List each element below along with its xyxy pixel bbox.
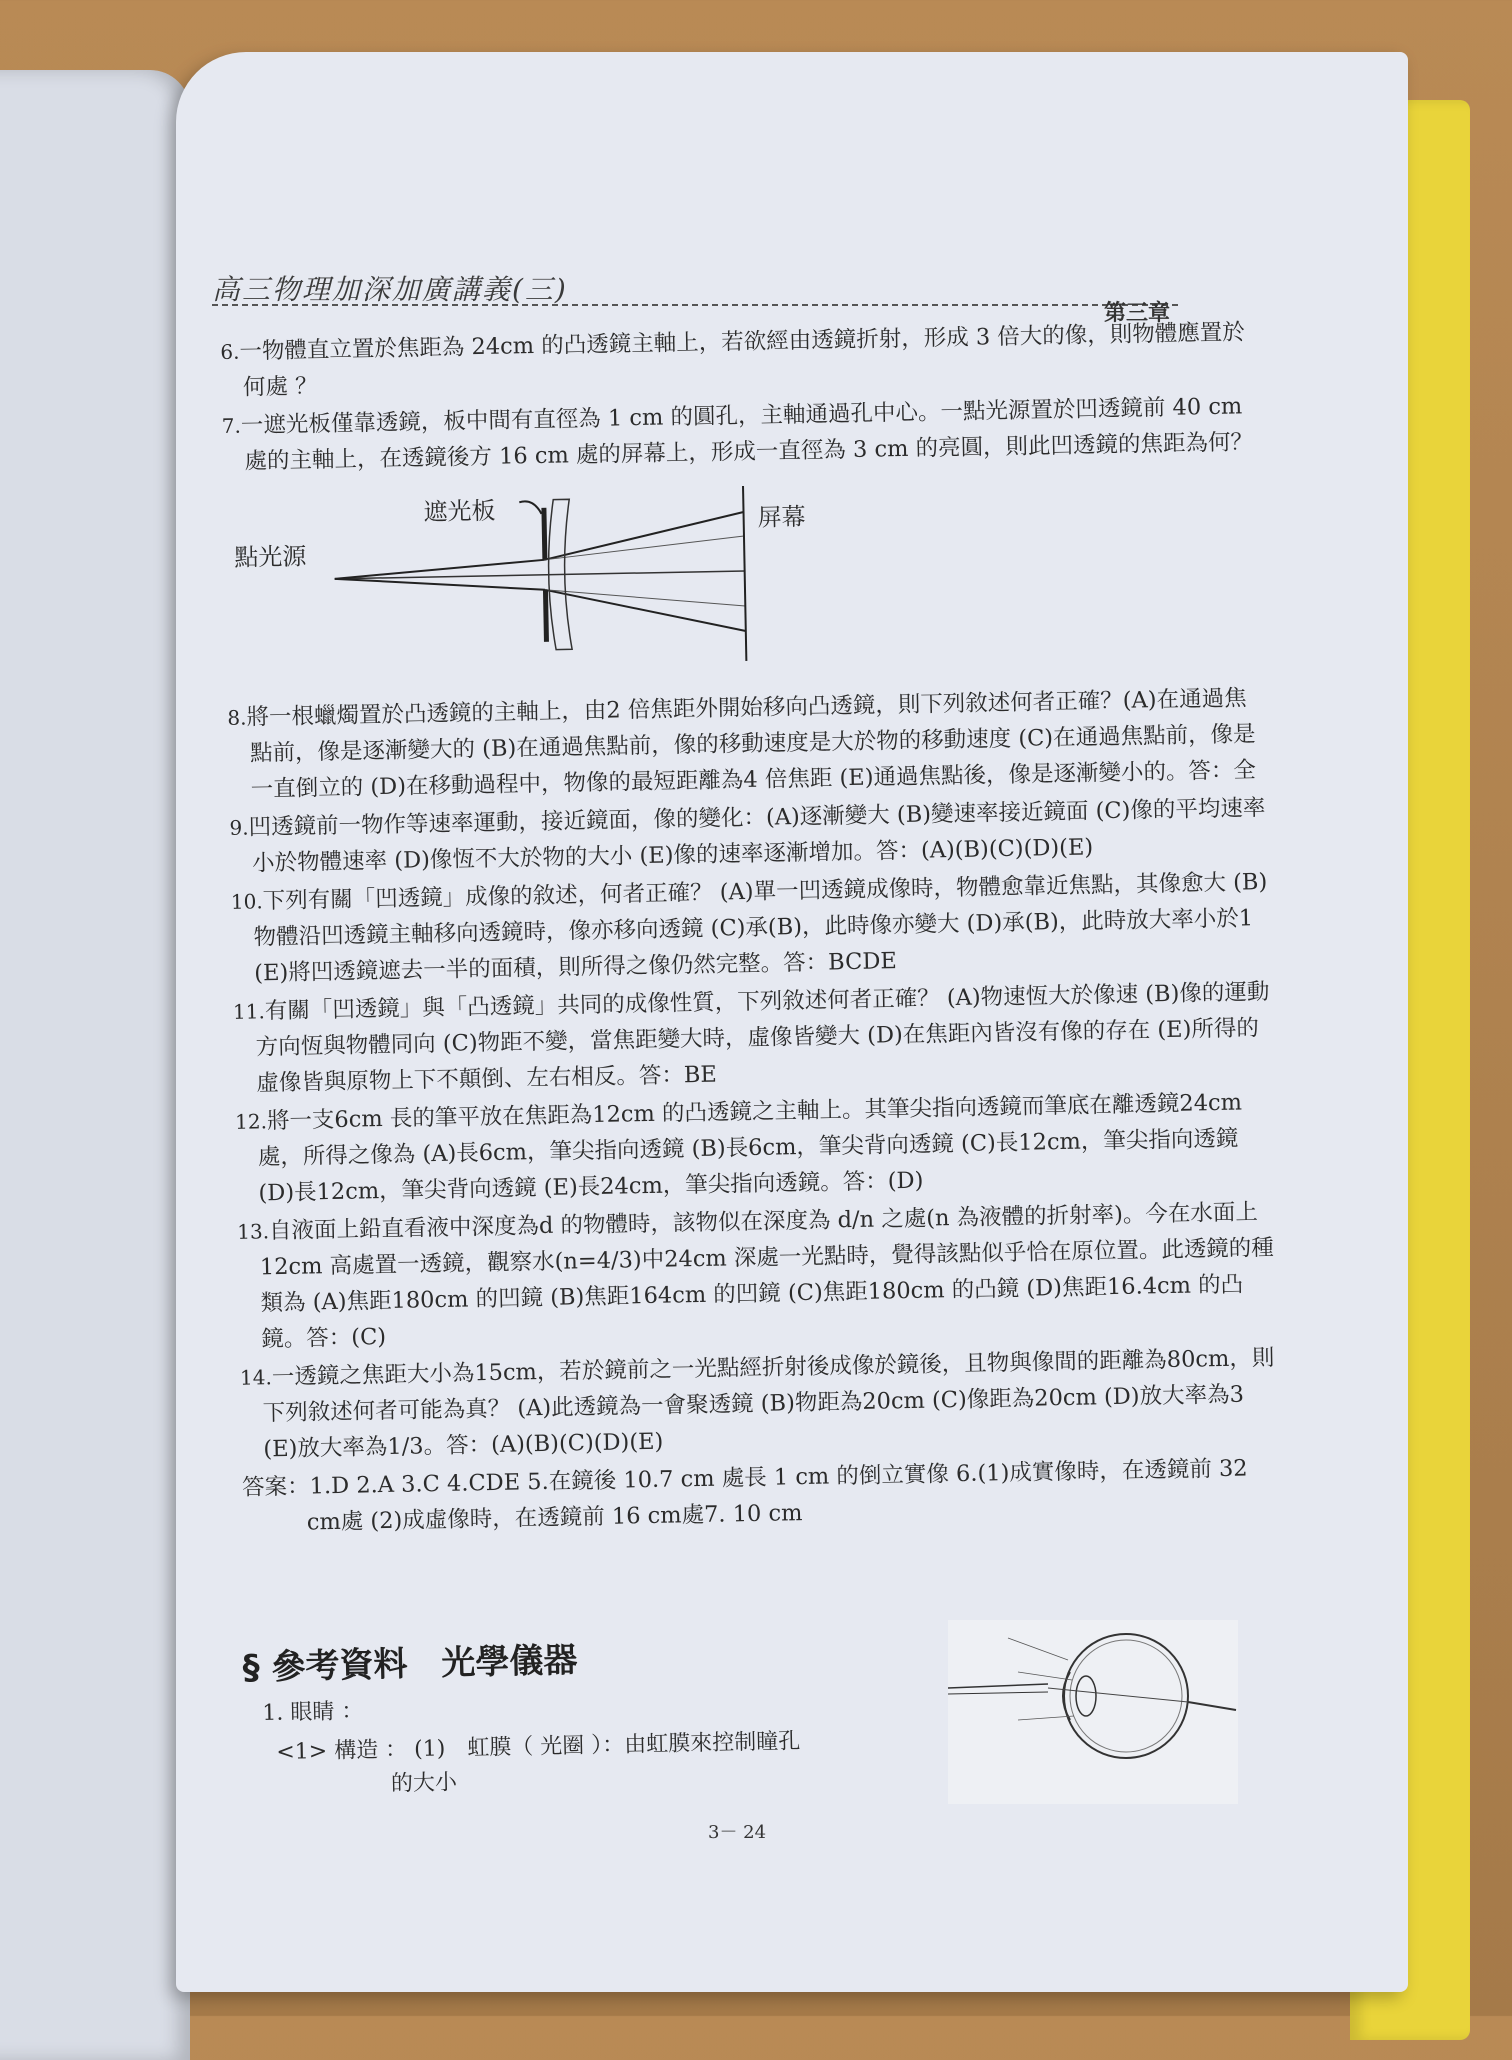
lens-diagram: [223, 466, 1267, 686]
section-item-eye: 1. 眼睛 ：: [262, 1698, 364, 1726]
point-source-label: 點光源: [234, 542, 307, 572]
question-12: 12.將一支6cm 長的筆平放在焦距為12cm 的凸透鏡之主軸上。其筆尖指向透鏡而筆底在離透鏡24cm 處，所得之像為 (A)長6cm，筆尖指向透鏡 (B)長6cm，筆尖背向透鏡 (C)長12cm，筆尖指向透鏡 (D)長12cm，筆尖背向透鏡 (E)長24cm，筆尖指向透鏡。答：(D): [234, 1089, 1243, 1207]
question-13: 13.自液面上鉛直看液中深度為d 的物體時，該物似在深度為 d/n 之處(n 為液體的折射率)。今在水面上12cm 高處置一透鏡，觀察水(n=4/3)中24cm 深處一光點時，覺得該點似乎恰在原位置。此透鏡的種類為 (A)焦距180cm 的凹鏡 (B)焦距164cm 的凹鏡 (C)焦距180cm 的凸鏡 (D)焦距16.4cm 的凸鏡。答：(C): [237, 1199, 1275, 1353]
header-title: 高三物理加深加廣講義(三): [212, 273, 568, 306]
left-page-edge: [0, 70, 190, 2060]
shade-label: 遮光板: [423, 496, 496, 527]
question-9: 9.凹透鏡前一物作等速率運動，接近鏡面，像的變化：(A)逐漸變大 (B)變速率接近鏡面 (C)像的平均速率小於物體速率 (D)像恆不大於物的大小 (E)像的速率逐漸增加。答：(A)(B)(C)(D)(E): [229, 795, 1266, 877]
header-rule: [212, 304, 1178, 306]
question-11: 11.有關「凹透鏡」與「凸透鏡」共同的成像性質，下列敘述何者正確？ (A)物速恆大於像速 (B)像的運動方向恆與物體同向 (C)物距不變，當焦距變大時，虛像皆變大 (D)在焦距內皆沒有像的存在 (E)所得的虛像皆與原物上下不顛倒、左右相反。答：BE: [232, 978, 1270, 1097]
question-7: 7.一遮光板僅靠透鏡，板中間有直徑為 1 cm 的圓孔，主軸通過孔中心。一點光源置於凹透鏡前 40 cm 處的主軸上，在透鏡後方 16 cm 處的屏幕上，形成一直徑為 3 cm 的亮圓，則此凹透鏡的焦距為何？: [221, 393, 1254, 475]
question-6: 6.一物體直立置於焦距為 24cm 的凸透鏡主軸上，若欲經由透鏡折射，形成 3 倍大的像，則物體應置於何處 ？: [220, 319, 1245, 401]
eye-diagram: [948, 1620, 1238, 1804]
section-title: § 參考資料 光學儀器: [242, 1640, 578, 1688]
content-block: [220, 314, 1283, 1542]
page-number: 3－ 24: [708, 1822, 767, 1843]
question-8: 8.將一根蠟燭置於凸透鏡的主軸上，由2 倍焦距外開始移向凸透鏡，則下列敘述何者正確？(A)在通過焦點前，像是逐漸變大的 (B)在通過焦點前，像的移動速度是大於物的移動速度 (C)在通過焦點前，像是一直倒立的 (D)在移動過程中，物像的最短距離為4 倍焦距 (E)通過焦點後，像是逐漸變小的。答：全: [227, 685, 1257, 803]
header-chapter: 第三章: [1104, 300, 1171, 326]
eye-diagram-svg: [948, 1620, 1238, 1804]
answer-key: 答案：1.D 2.A 3.C 4.CDE 5.在鏡後 10.7 cm 處長 1 cm 的倒立實像 6.(1)成實像時，在透鏡前 32 cm處 (2)成虛像時，在透鏡前 16 cm處7. 10 cm: [241, 1455, 1248, 1536]
section-item-structure: <1> 構造 ： (1) 虹膜（ 光圈 ）：由虹膜來控制瞳孔 的大小: [276, 1729, 801, 1797]
lens-diagram-svg: [223, 474, 847, 686]
question-10: 10.下列有關「凹透鏡」成像的敘述，何者正確？ (A)單一凹透鏡成像時，物體愈靠近焦點，其像愈大 (B)物體沿凹透鏡主軸移向透鏡時，像亦移向透鏡 (C)承(B)，此時像亦變大 (D)承(B)，此時放大率小於1 (E)將凹透鏡遮去一半的面積，則所得之像仍然完整。答：BCDE: [230, 868, 1268, 987]
question-14: 14.一透鏡之焦距大小為15cm，若於鏡前之一光點經折射後成像於鏡後，且物與像間的距離為80cm，則下列敘述何者可能為真？ (A)此透鏡為一會聚透鏡 (B)物距為20cm (C)像距為20cm (D)放大率為3 (E)放大率為1/3。答：(A)(B)(C)(D)(E): [239, 1344, 1275, 1463]
screen-label: 屏幕: [757, 502, 806, 532]
